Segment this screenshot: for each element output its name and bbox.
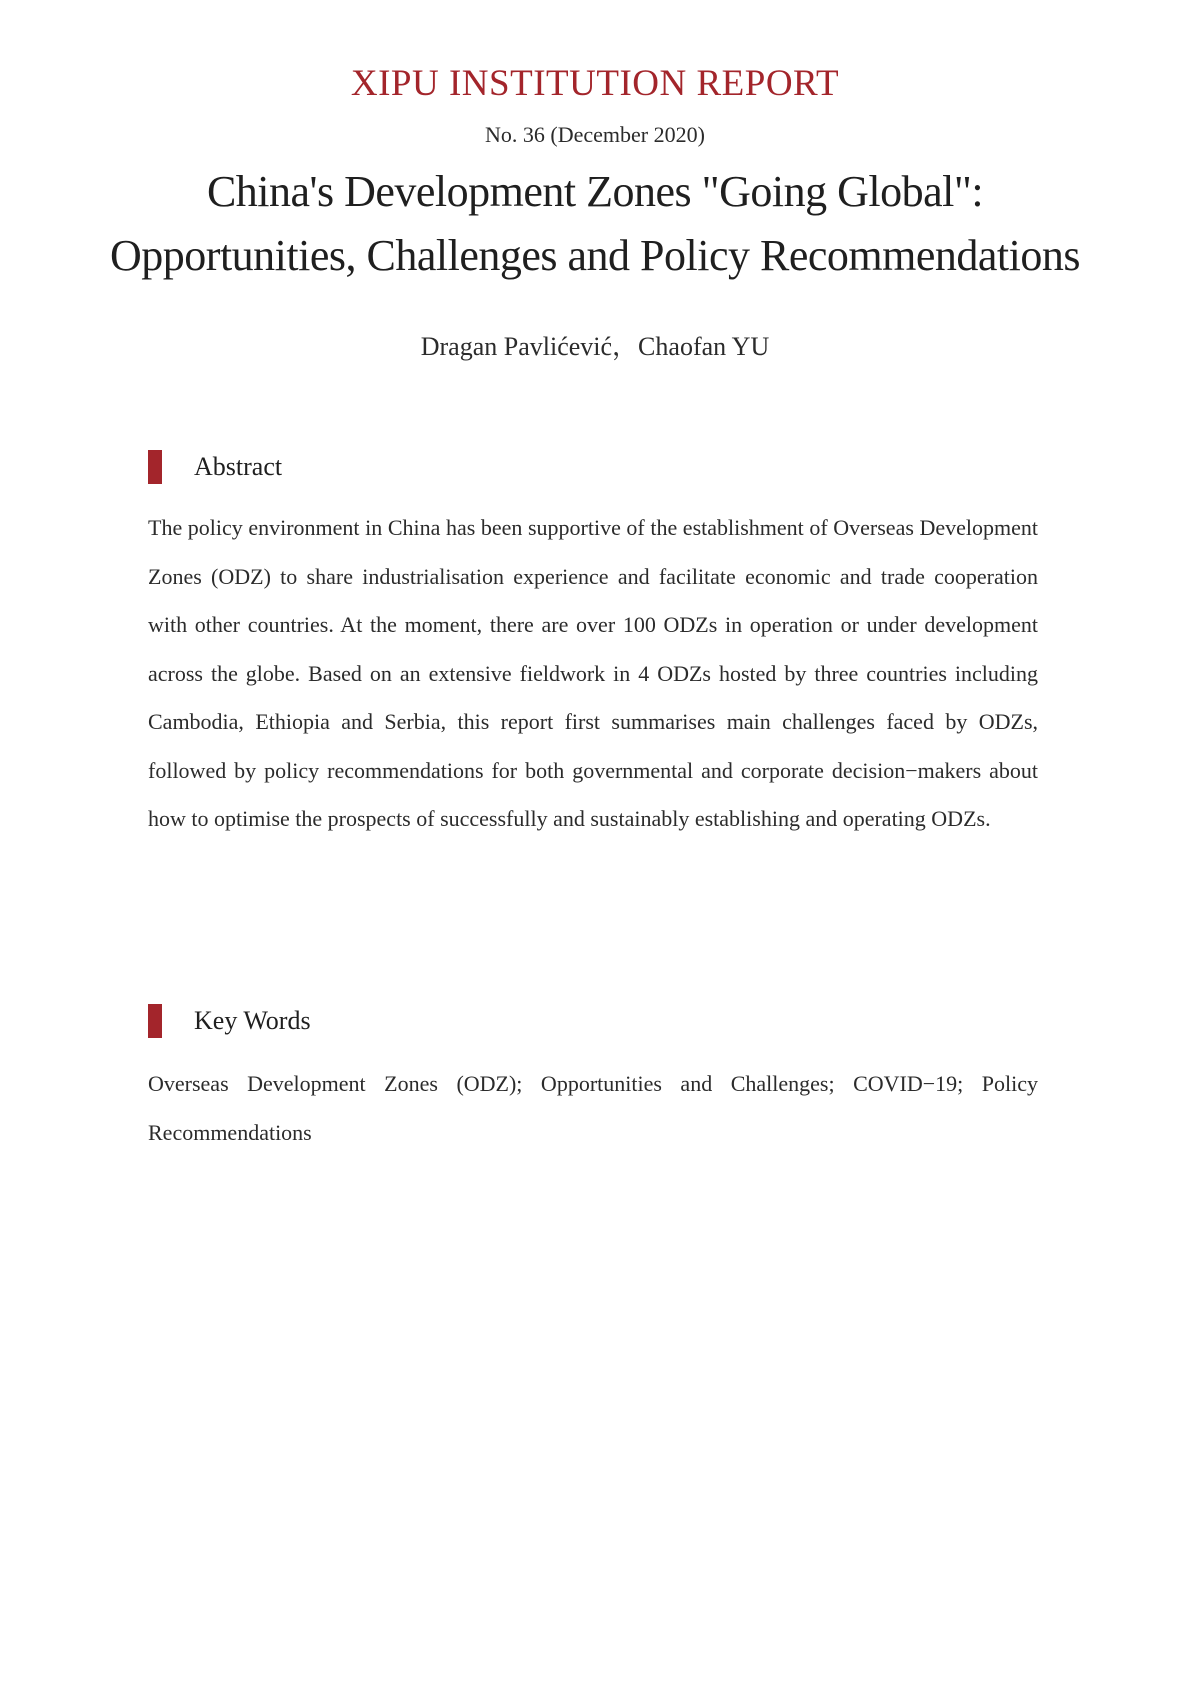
keywords-heading	[148, 1004, 311, 1038]
report-series-name: XIPU INSTITUTION REPORT	[350, 63, 840, 104]
section-marker-bar	[148, 1004, 162, 1038]
abstract-text: The policy environment in China has been supportive of the establishment of Overseas Development Zones (ODZ) to share industrialisation experience and facilitate economic and trade cooperation with other countries. At the moment, there are over 100 ODZs in operation or under development across the globe. Based on an extensive fieldwork in 4 ODZs hosted by three countries including Cambodia, Ethiopia and Serbia, this report first summarises main challenges faced by ODZs, followed by policy recommendations for both governmental and corporate decision−makers about how to optimise the prospects of successfully and sustainably establishing and operating ODZs.	[148, 515, 1038, 831]
title-line-2: Opportunities, Challenges and Policy Recommendations	[110, 231, 1080, 280]
issue-number: No. 36 (December 2020)	[485, 122, 705, 147]
title-line-1: China's Development Zones "Going Global":	[206, 167, 984, 216]
abstract-heading	[148, 450, 282, 484]
section-marker-bar	[148, 450, 162, 484]
report-title	[0, 160, 1190, 288]
keywords-text: Overseas Development Zones (ODZ); Opportunities and Challenges; COVID−19; Policy Recommendations	[148, 1071, 1038, 1145]
authors: Dragan Pavlićević，Chaofan YU	[420, 332, 770, 361]
keywords-heading-label: Key Words	[194, 1006, 311, 1035]
abstract-heading-label: Abstract	[194, 452, 283, 481]
